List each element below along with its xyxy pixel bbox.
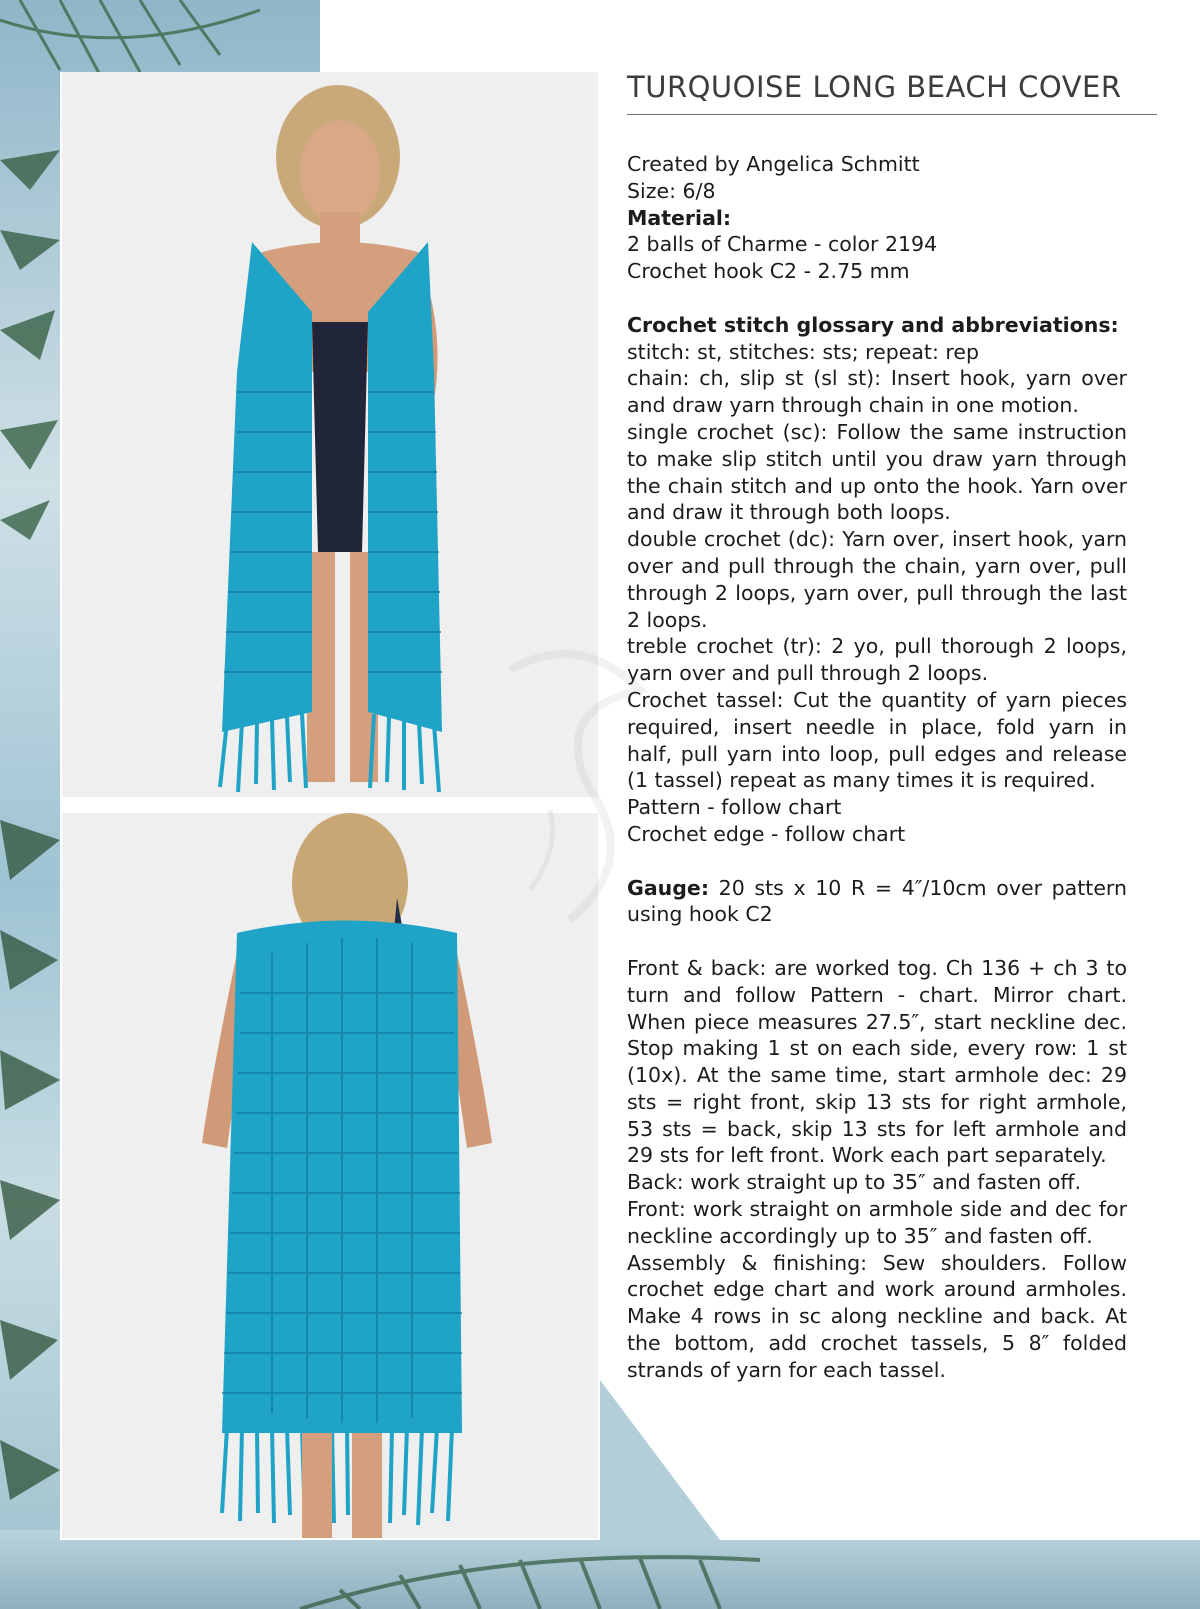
glossary-edge: Crochet edge - follow chart xyxy=(627,821,906,846)
page-title: TURQUOISE LONG BEACH COVER xyxy=(627,70,1122,104)
instructions-front: Front: work straight on armhole side and dec for neckline accordingly up to 35″ and fasten off. xyxy=(627,1197,1127,1248)
material-yarn: 2 balls of Charme - color 2194 xyxy=(627,232,938,257)
glossary-pattern: Pattern - follow chart xyxy=(627,795,842,820)
instructions-assembly: Assembly & finishing: Sew shoulders. Follow crochet edge chart and work around armholes. Make 4 rows in sc along neckline and back. At the bottom, add crochet tassels, 5 8″ folded strands of yarn for each tassel. xyxy=(627,1250,1127,1382)
gauge-label: Gauge: xyxy=(627,875,710,900)
pattern-text-column xyxy=(627,70,1127,1384)
glossary-single-crochet: single crochet (sc): Follow the same instruction to make slip stitch until you draw yarn through the chain stitch and up onto the hook. Yarn over and draw it through both loops. xyxy=(627,419,1127,525)
glossary-tassel: Crochet tassel: Cut the quantity of yarn pieces required, insert needle in place, fold yarn in half, pull yarn into loop, pull edges and release (1 tassel) repeat as many times it is required. xyxy=(627,687,1127,793)
glossary-chain: chain: ch, slip st (sl st): Insert hook, yarn over and draw yarn through chain in one motion. xyxy=(627,366,1127,418)
pattern-body xyxy=(627,151,1127,1384)
designer-credit: Created by Angelica Schmitt xyxy=(627,152,920,176)
glossary-treble-crochet: treble crochet (tr): 2 yo, pull thorough 2 loops, yarn over and pull through 2 loops. xyxy=(627,634,1127,686)
material-hook: Crochet hook C2 - 2.75 mm xyxy=(627,259,910,284)
gauge-info xyxy=(627,875,1127,929)
glossary-stitch: stitch: st, stitches: sts; repeat: rep xyxy=(627,339,979,364)
material-heading: Material: xyxy=(627,205,732,230)
instructions-back: Back: work straight up to 35″ and fasten off. xyxy=(627,1170,1082,1195)
title-divider xyxy=(627,114,1157,115)
gauge-text: 20 sts x 10 R = 4″/10cm over pattern using hook C2 xyxy=(627,875,1127,927)
instructions-front-back: Front & back: are worked tog. Ch 136 + ch 3 to turn and follow Pattern - chart. Mirror chart. When piece measures 27.5″, start neckline dec. Stop making 1 st on each side, every row: 1 st (10x). At the same time, start armhole dec: 29 sts = right front, skip 13 sts for right armhole, 53 sts = back, skip 13 sts for left armhole and 29 sts for left front. Work each part separately. xyxy=(627,955,1127,1168)
glossary-heading: Crochet stitch glossary and abbreviations: xyxy=(627,312,1119,337)
size-info: Size: 6/8 xyxy=(627,178,716,203)
glossary-double-crochet: double crochet (dc): Yarn over, insert hook, yarn over and pull through the chain, yarn over, pull through 2 loops, yarn over, pull through the last 2 loops. xyxy=(627,527,1127,632)
